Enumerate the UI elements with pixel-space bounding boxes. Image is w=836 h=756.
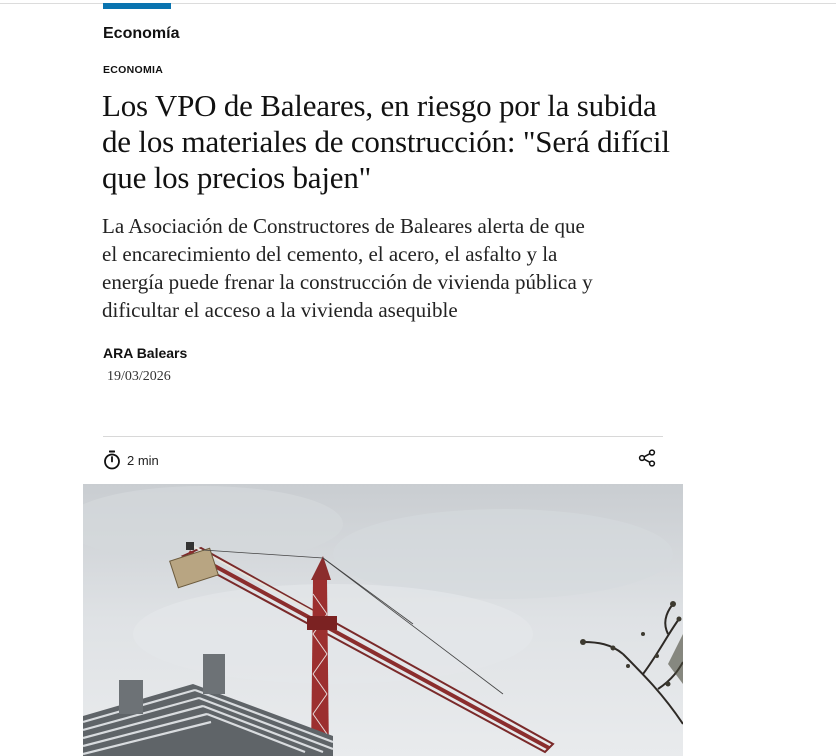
reading-time bbox=[103, 450, 159, 470]
article-headline: Los VPO de Baleares, en riesgo por la subida de los materiales de construcción: "Será difícil que los precios bajen" bbox=[102, 88, 670, 195]
article-subtitle: La Asociación de Constructores de Baleares alerta de que el encarecimiento del cemento, el acero, el asfalto y la energía puede frenar la construcción de vivienda pública y dificultar el acceso a la vivienda asequible bbox=[102, 214, 593, 322]
meta-divider bbox=[103, 436, 663, 437]
section-link-economia[interactable]: Economía bbox=[103, 25, 180, 42]
share-icon bbox=[638, 449, 656, 472]
article-kicker: ECONOMIA bbox=[103, 64, 164, 76]
hero-image bbox=[83, 484, 683, 756]
reading-time-label: 2 min bbox=[127, 452, 159, 468]
share-button[interactable] bbox=[636, 450, 658, 470]
author-link[interactable]: ARA Balears bbox=[103, 345, 188, 361]
publish-date: 19/03/2026 bbox=[107, 369, 171, 384]
section-accent-bar bbox=[103, 3, 171, 9]
stopwatch-icon bbox=[103, 450, 121, 470]
